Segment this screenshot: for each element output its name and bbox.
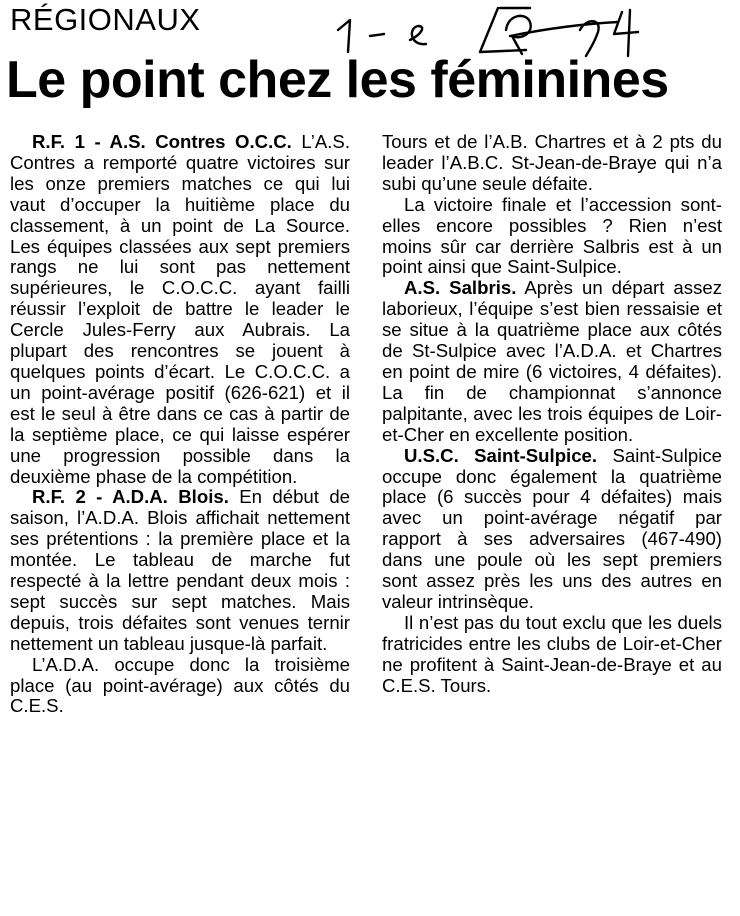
paragraph-rf2 <box>10 487 350 654</box>
paragraph-lead: A.S. Salbris. <box>404 277 517 299</box>
paragraph-text: La victoire finale et l’accession sont-elles encore possibles ? Rien n’est moins sûr car derrière Salbris est à un point ainsi que Saint-Sulpice. <box>382 193 722 278</box>
paragraph-text: Après un départ assez laborieux, l’équipe s’est bien ressaisie et se situe à la quatrième place aux côtés de St-Sulpice avec l’A.D.A. et Chartres en point de mire (6 victoires, 4 défaites). La fin de championnat s’annonce palpitante, avec les trois équipes de Loir-et-Cher en excellente position. <box>382 277 722 445</box>
paragraph-text: L’A.S. Contres a remporté quatre victoires sur les onze premiers matches ce qui lui vaut d’occuper la huitième place du classement, à un point de La Source. Les équipes classées aux sept premiers rangs ne lui sont pas nettement supérieures, le C.O.C.C. ayant failli réussir l’exploit de battre le leader le Cercle Jules-Ferry aux Aubrais. La plupart des rencontres se jouent à quelques points d’écart. Le C.O.C.C. a un point-avérage positif (626-621) et il est le seul à être dans ce cas à partir de la septième place, ce qui laisse espérer une progression possible dans la deuxième phase de la compétition. <box>10 131 350 487</box>
paragraph-continuation <box>382 132 722 195</box>
paragraph-saint-sulpice <box>382 446 722 613</box>
paragraph-lead: U.S.C. Saint-Sulpice. <box>404 444 598 466</box>
paragraph-accession <box>382 195 722 279</box>
article-column-left <box>10 132 350 717</box>
paragraph-rf1 <box>10 132 350 487</box>
paragraph-conclusion <box>382 613 722 697</box>
paragraph-text: Saint-Sulpice occupe donc également la quatrième place (6 succès pour 4 défaites) mais avec un point-avérage négatif par rapport à ses adversaires (467-490) dans une poule où les sept premiers sont assez près les uns des autres en valeur intrinsèque. <box>382 444 723 612</box>
paragraph-lead: R.F. 1 - A.S. Contres O.C.C. <box>32 131 292 152</box>
paragraph-text: Il n’est pas du tout exclu que les duels fratricides entre les clubs de Loir-et-Cher ne profitent à Saint-Jean-de-Braye et au C.E.S. Tours. <box>382 611 722 696</box>
headline: Le point chez les féminines <box>6 51 669 109</box>
paragraph-ada <box>10 655 350 718</box>
article-column-right <box>382 132 722 696</box>
paragraph-salbris <box>382 278 722 445</box>
section-label: RÉGIONAUX <box>10 2 201 37</box>
paragraph-text: L’A.D.A. occupe donc la troisième place (au point-avérage) aux côtés du C.E.S. <box>10 653 350 717</box>
paragraph-text: En début de saison, l’A.D.A. Blois affichait nettement ses prétentions : la première place et la montée. Le tableau de marche fut respecté à la lettre pendant deux mois : sept succès sur sept matches. Mais depuis, trois défaites sont venues ternir nettement un tableau jusque-là parfait. <box>10 486 350 654</box>
paragraph-lead: R.F. 2 - A.D.A. Blois. <box>32 486 229 508</box>
paragraph-text: Tours et de l’A.B. Chartres et à 2 pts du leader l’A.B.C. St-Jean-de-Braye qui n’a subi qu’une seule défaite. <box>382 131 722 194</box>
